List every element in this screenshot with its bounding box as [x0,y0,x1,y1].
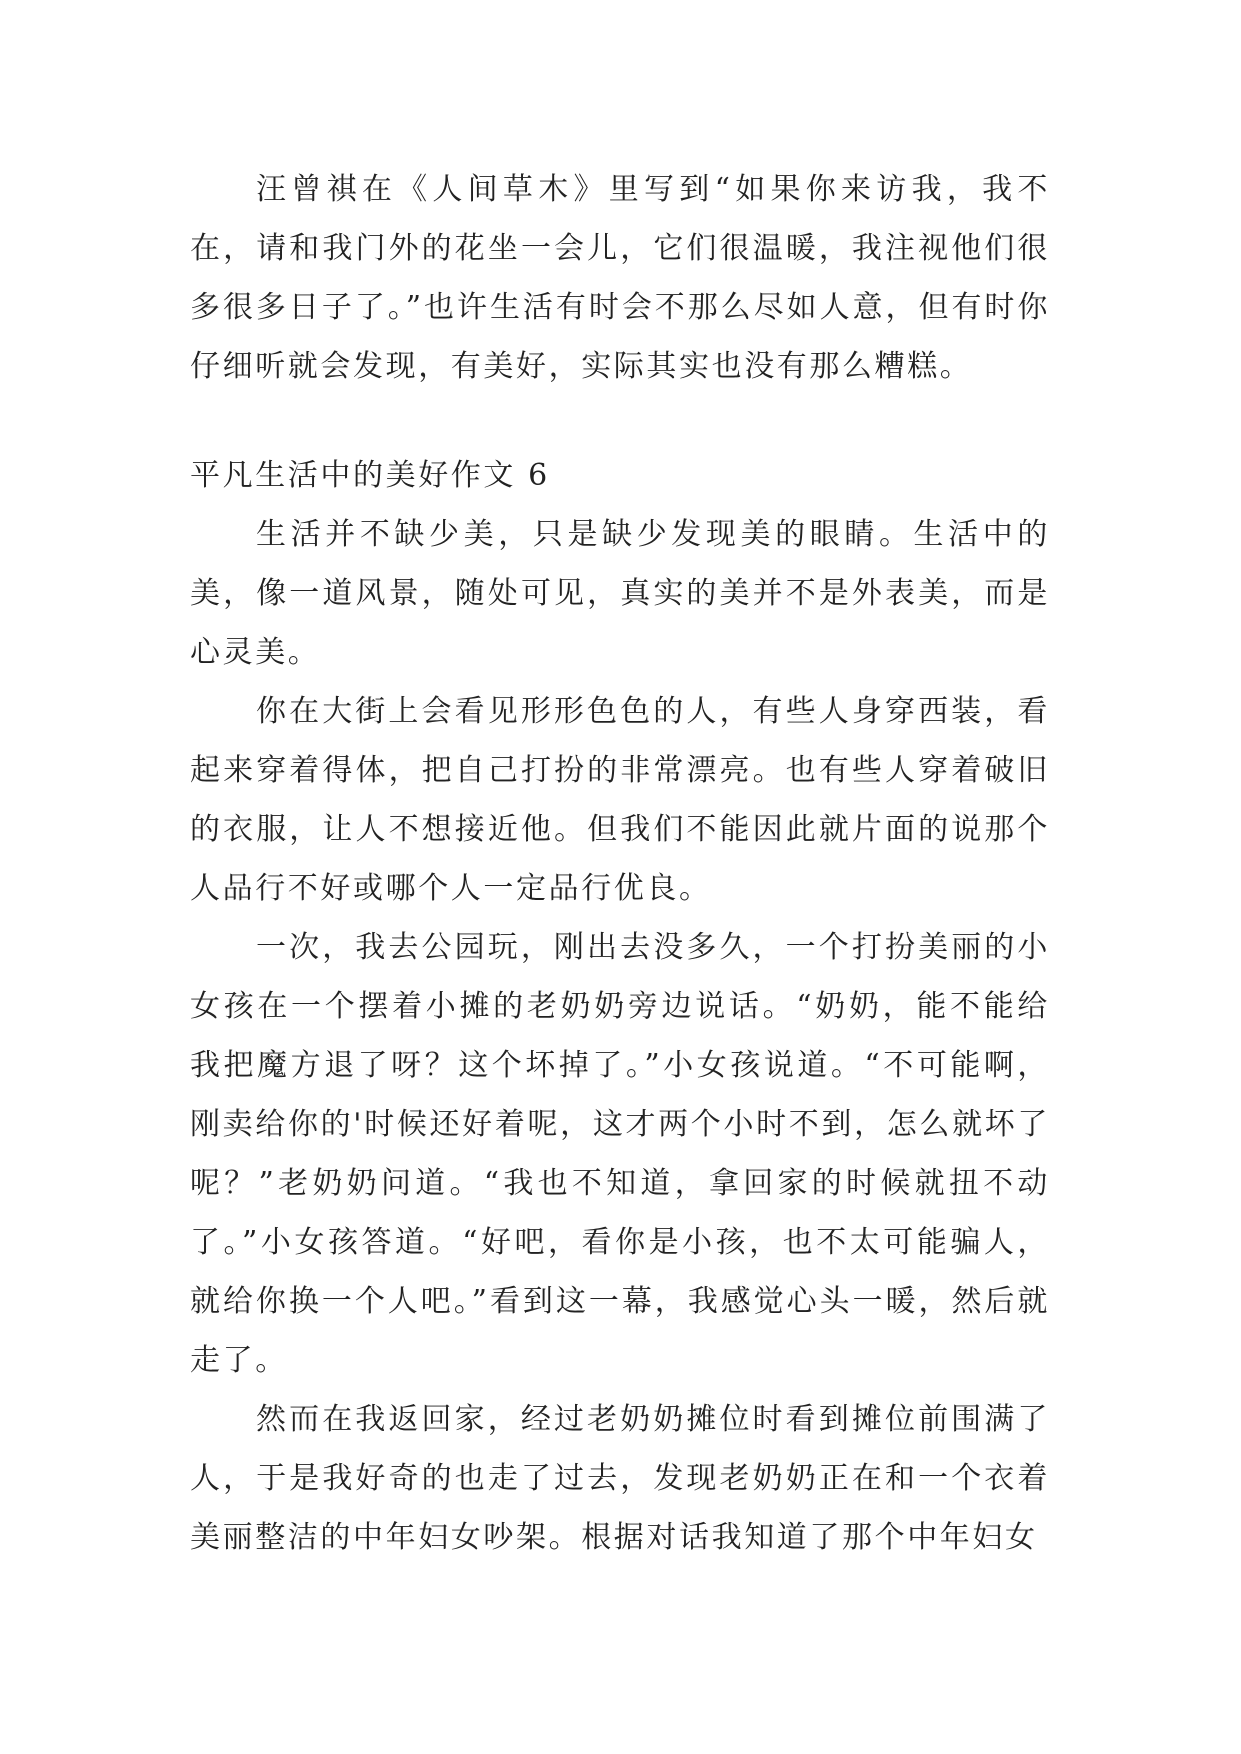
document-body [190,160,1050,1567]
intro-paragraph: 汪曾祺在《人间草木》里写到“如果你来访我，我不在，请和我门外的花坐一会儿，它们很温暖，我注视他们很多很多日子了。”也许生活有时会不那么尽如人意，但有时你仔细听就会发现，有美好，实际其实也没有那么糟糕。 [190,172,1050,384]
body-paragraph-2: 你在大街上会看见形形色色的人，有些人身穿西装，看起来穿着得体，把自己打扮的非常漂亮。也有些人穿着破旧的衣服，让人不想接近他。但我们不能因此就片面的说那个人品行不好或哪个人一定品行优良。 [190,694,1050,906]
body-paragraph-3: 一次，我去公园玩，刚出去没多久，一个打扮美丽的小女孩在一个摆着小摊的老奶奶旁边说话。“奶奶，能不能给我把魔方退了呀？这个坏掉了。”小女孩说道。“不可能啊，刚卖给你的'时候还好着呢，这才两个小时不到，怎么就坏了呢？”老奶奶问道。“我也不知道，拿回家的时候就扭不动了。”小女孩答道。“好吧，看你是小孩，也不太可能骗人，就给你换一个人吧。”看到这一幕，我感觉心头一暖，然后就走了。 [190,930,1050,1378]
body-paragraph-4: 然而在我返回家，经过老奶奶摊位时看到摊位前围满了人，于是我好奇的也走了过去，发现老奶奶正在和一个衣着美丽整洁的中年妇女吵架。根据对话我知道了那个中年妇女 [190,1402,1050,1555]
body-paragraph-1: 生活并不缺少美，只是缺少发现美的眼睛。生活中的美，像一道风景，随处可见，真实的美并不是外表美，而是心灵美。 [190,517,1050,670]
section-title: 平凡生活中的美好作文 6 [190,458,550,493]
